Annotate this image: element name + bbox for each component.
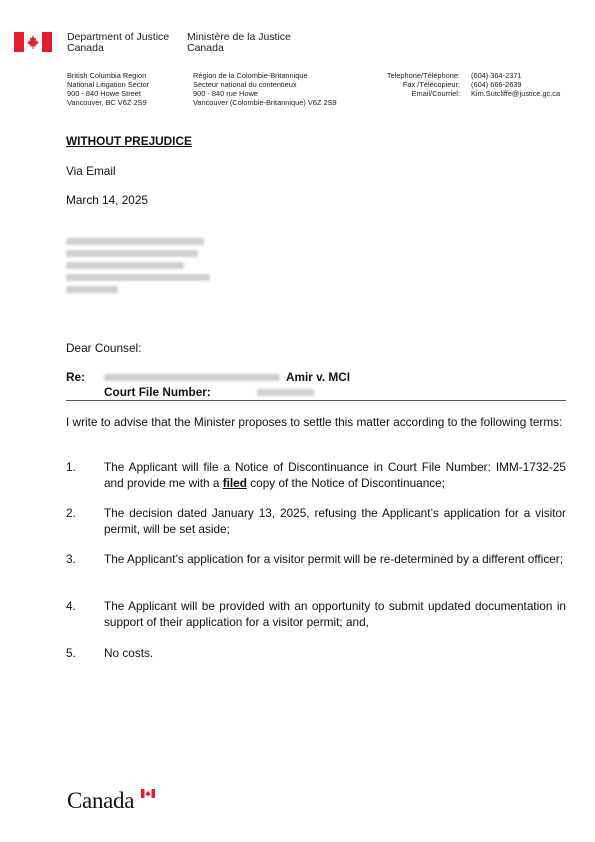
- contact-labels: [387, 71, 460, 98]
- address-en-line: 900 - 840 Howe Street: [67, 89, 141, 98]
- department-name-en: [67, 32, 169, 54]
- dept-fr-line2: Canada: [187, 42, 224, 54]
- fax-value: (604) 666-2639: [471, 80, 522, 89]
- address-en: [67, 71, 149, 107]
- address-fr-line: Région de la Colombie-Britannique: [193, 71, 308, 80]
- address-fr: [193, 71, 337, 107]
- email-label: Email/Courriel:: [411, 89, 460, 98]
- re-case-name: Amir v. MCI: [286, 370, 351, 384]
- item-number: 5.: [66, 646, 76, 660]
- salutation: Dear Counsel:: [66, 341, 142, 355]
- item-number: 1.: [66, 460, 76, 474]
- letter-date: March 14, 2025: [66, 193, 148, 207]
- dept-en-line2: Canada: [67, 42, 104, 54]
- contact-values: [471, 71, 560, 98]
- item-text: [104, 459, 566, 491]
- redacted-court-file-number: [257, 389, 314, 396]
- re-label: Re:: [66, 370, 86, 384]
- item-text: No costs.: [104, 646, 154, 660]
- redacted-applicant-name: [104, 374, 280, 381]
- intro-paragraph: I write to advise that the Minister proposes to settle this matter according to the following terms:: [66, 415, 563, 429]
- phone-value: (604) 364-2371: [471, 71, 522, 80]
- item-number: 3.: [66, 552, 76, 566]
- list-item: [66, 459, 566, 491]
- department-name-fr: [187, 32, 291, 54]
- phone-label: Telephone/Téléphone:: [386, 71, 460, 80]
- court-file-label: Court File Number:: [104, 385, 211, 399]
- item-emphasis: filed: [222, 476, 247, 490]
- dept-en-line1: Department of Justice: [67, 31, 170, 43]
- list-item: [66, 505, 566, 537]
- item-text: The Applicant’s application for a visitor permit will be re-determined by a different officer;: [104, 552, 563, 566]
- address-en-line: British Columbia Region: [67, 71, 147, 80]
- delivery-method: Via Email: [66, 164, 116, 178]
- item-text-part: The Applicant will file a Notice of Discontinuance in Court File Number: IMM-1732-25 and provide me with a: [104, 460, 566, 490]
- address-en-line: Vancouver, BC V6Z 2S9: [67, 98, 147, 107]
- email-link[interactable]: Kim.Sutcliffe@justice.gc.ca: [471, 89, 561, 98]
- item-number: 4.: [66, 599, 76, 613]
- canada-flag-icon: [14, 32, 52, 52]
- wordmark-text: Canada: [67, 788, 135, 813]
- address-fr-line: Secteur national du contentieux: [193, 80, 297, 89]
- list-item: [66, 551, 566, 567]
- dept-fr-line1: Ministère de la Justice: [187, 31, 291, 43]
- without-prejudice-heading: WITHOUT PREJUDICE: [66, 134, 192, 148]
- re-divider: [66, 400, 566, 401]
- canada-wordmark-logo: [67, 788, 134, 814]
- address-fr-line: Vancouver (Colombie-Britannique) V6Z 2S9: [193, 98, 337, 107]
- item-number: 2.: [66, 506, 76, 520]
- item-text: The Applicant will be provided with an opportunity to submit updated documentation in support of their application for a visitor permit; and,: [104, 599, 566, 629]
- item-text-part: copy of the Notice of Discontinuance;: [246, 476, 446, 490]
- list-item: [66, 598, 566, 630]
- list-item: [66, 645, 566, 661]
- fax-label: Fax /Télécopieur:: [402, 80, 460, 89]
- redacted-recipient-address: [66, 238, 216, 293]
- address-en-line: National Litigation Sector: [67, 80, 150, 89]
- address-fr-line: 900 - 840 rue Howe: [193, 89, 258, 98]
- item-text: The decision dated January 13, 2025, refusing the Applicant’s application for a visitor permit, will be set aside;: [104, 506, 566, 536]
- wordmark-flag-icon: [141, 789, 155, 798]
